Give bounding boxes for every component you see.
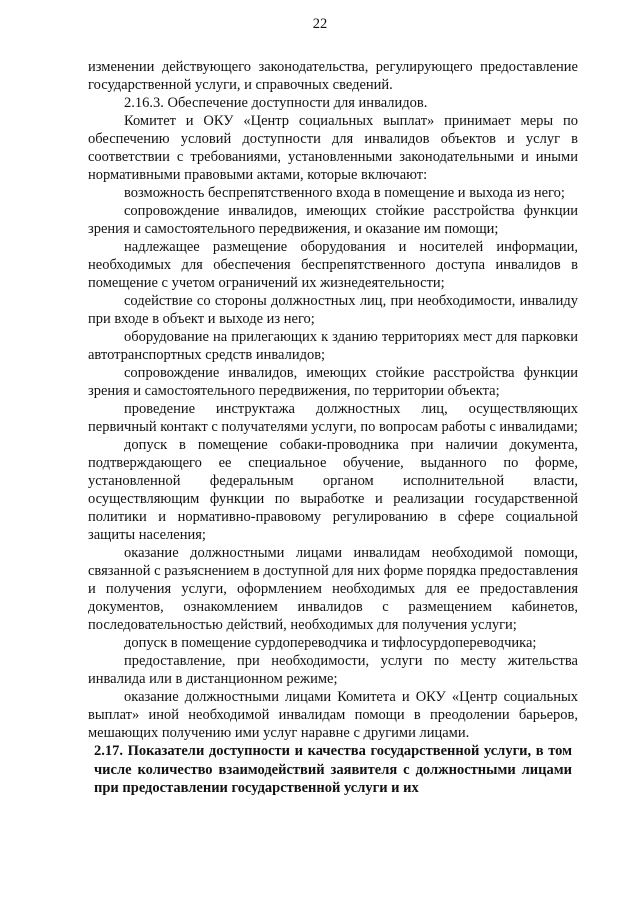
list-item-escort-assistance: сопровождение инвалидов, имеющих стойкие расстройства функции зрения и самостоятельного передвижения, и оказание им помощи;	[88, 203, 578, 237]
list-item-equipment-placement: надлежащее размещение оборудования и носителей информации, необходимых для обеспечения беспрепятственного доступа инвалидов в помещение с учетом ограничений их жизнедеятельности;	[88, 239, 578, 291]
section-2-17-heading: 2.17. Показатели доступности и качества государственной услуги, в том числе количество взаимодействий заявителя с должностными лицами при предоставлении государственной услуги и их	[94, 743, 572, 796]
list-item-escort-territory: сопровождение инвалидов, имеющих стойкие расстройства функции зрения и самостоятельного передвижения, по территории объекта;	[88, 365, 578, 399]
section-2-16-3-title: 2.16.3. Обеспечение доступности для инвалидов.	[124, 95, 428, 111]
document-body	[88, 58, 578, 798]
paragraph-measures-intro: Комитет и ОКУ «Центр социальных выплат» принимает меры по обеспечению условий доступности для инвалидов объектов и услуг в соответствии с требованиями, установленными законодательными и иными нормативными правовыми актами, которые включают:	[88, 113, 578, 183]
list-item-sign-interpreter: допуск в помещение сурдопереводчика и тифлосурдопереводчика;	[124, 635, 537, 651]
list-item-other-assistance: оказание должностными лицами Комитета и ОКУ «Центр социальных выплат» иной необходимой инвалидам помощи в преодолении барьеров, мешающих получению ими услуг наравне с другими лицами.	[88, 689, 578, 741]
list-item-parking: оборудование на прилегающих к зданию территориях мест для парковки автотранспортных средств инвалидов;	[88, 329, 578, 363]
paragraph-legislation-changes: изменении действующего законодательства, регулирующего предоставление государственной услуги, и справочных сведений.	[88, 59, 578, 93]
page-number: 22	[312, 16, 328, 32]
list-item-officials-assistance: оказание должностными лицами инвалидам необходимой помощи, связанной с разъяснением в доступной для них форме порядка предоставления и получения услуги, оформлением необходимых для ее предоставления документов, ознакомлением инвалидов с размещением кабинетов, последовательностью действий, необходимых для получения услуги;	[88, 545, 578, 633]
list-item-staff-briefing: проведение инструктажа должностных лиц, осуществляющих первичный контакт с получателями услуги, по вопросам работы с инвалидами;	[88, 401, 578, 435]
list-item-remote-service: предоставление, при необходимости, услуги по месту жительства инвалида или в дистанционном режиме;	[88, 653, 578, 687]
list-item-entrance-exit: возможность беспрепятственного входа в помещение и выхода из него;	[124, 185, 565, 201]
list-item-officials-help-entry: содействие со стороны должностных лиц, при необходимости, инвалиду при входе в объект и выходе из него;	[88, 293, 578, 327]
list-item-guide-dog: допуск в помещение собаки-проводника при наличии документа, подтверждающего ее специальное обучение, выданного по форме, установленной федеральным органом исполнительной власти, осуществляющим функции по выработке и реализации государственной политики и нормативно-правовому регулированию в сфере социальной защиты населения;	[88, 437, 578, 543]
